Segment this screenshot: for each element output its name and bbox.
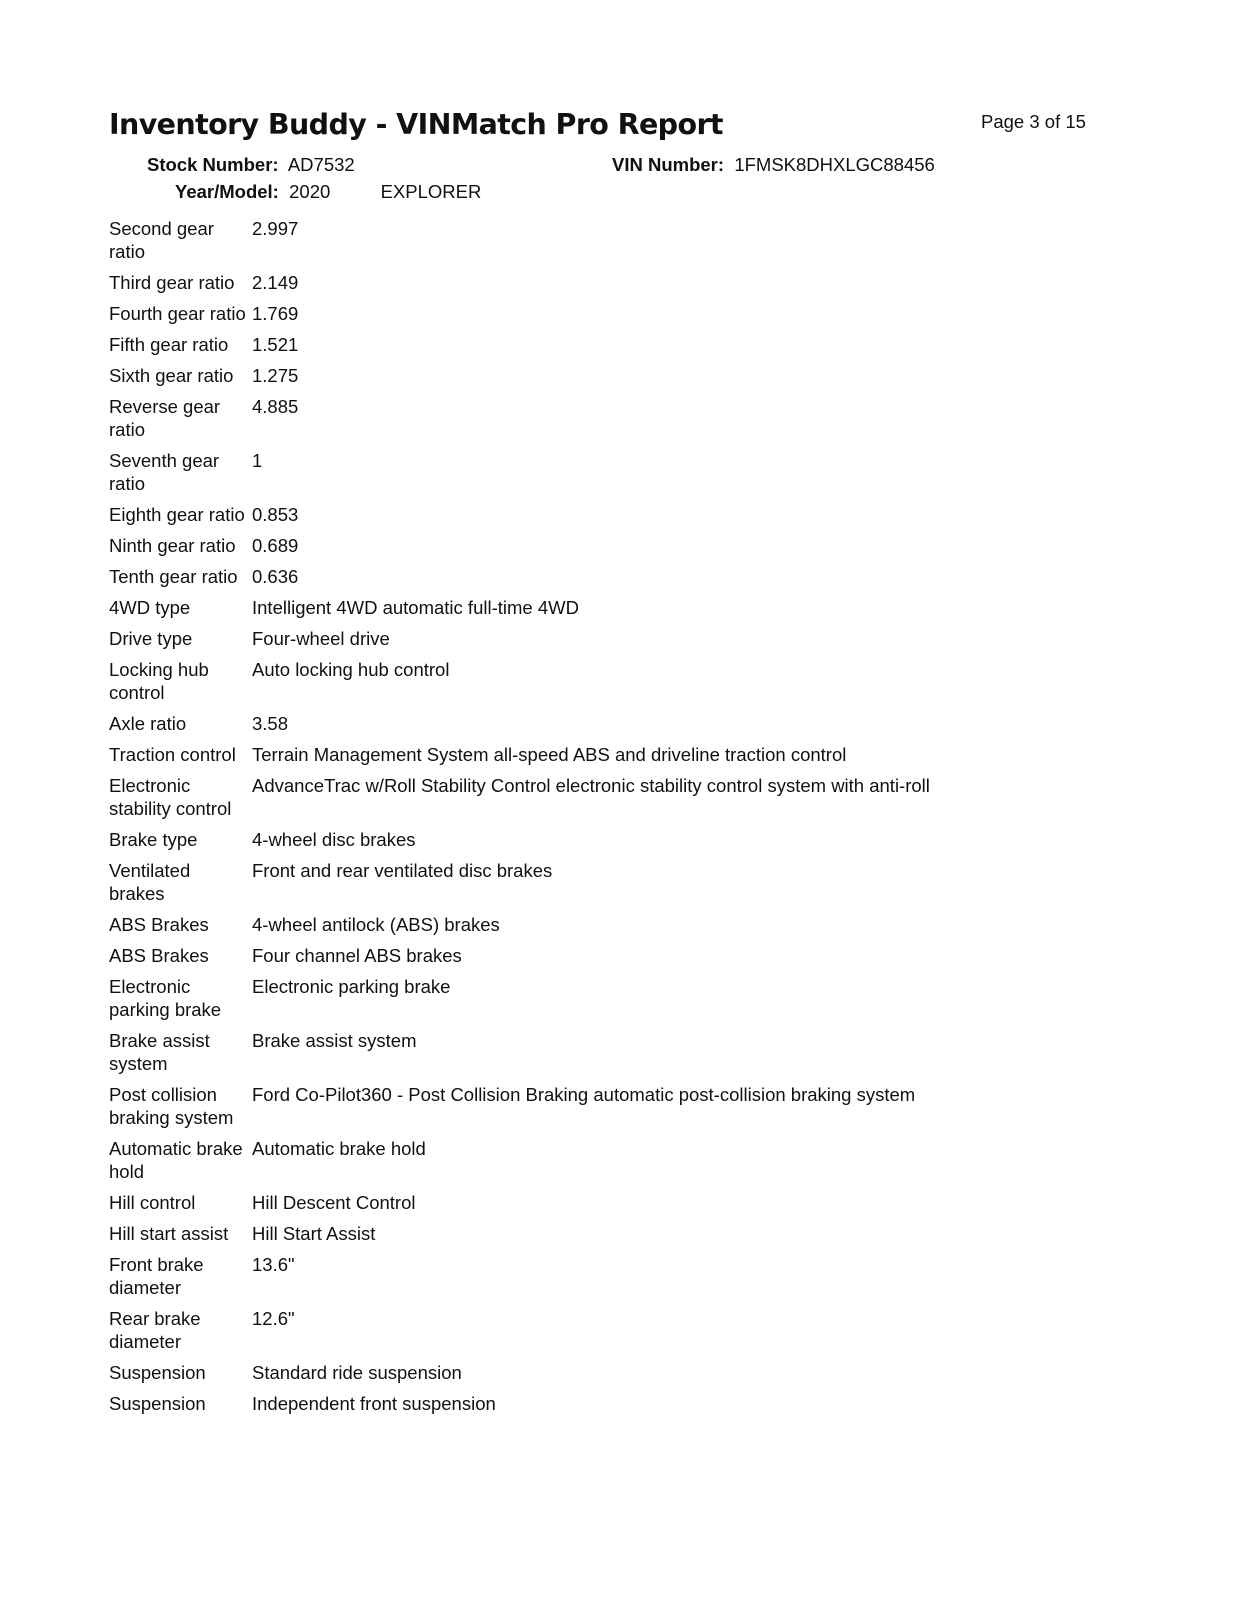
spec-label: Rear brake diameter bbox=[109, 1308, 201, 1352]
spec-row bbox=[107, 596, 932, 627]
spec-label: Post collision braking system bbox=[109, 1084, 234, 1128]
spec-row bbox=[107, 565, 932, 596]
spec-value: Intelligent 4WD automatic full-time 4WD bbox=[252, 597, 579, 618]
spec-row bbox=[107, 217, 932, 271]
spec-value: 13.6" bbox=[252, 1254, 295, 1275]
spec-label: Second gear ratio bbox=[109, 218, 214, 262]
spec-value: 1.769 bbox=[252, 303, 299, 324]
spec-value: 4-wheel antilock (ABS) brakes bbox=[252, 914, 500, 935]
spec-label: 4WD type bbox=[109, 597, 191, 618]
year-model-field bbox=[175, 181, 481, 203]
spec-row bbox=[107, 859, 932, 913]
stock-number-field bbox=[147, 154, 355, 176]
spec-row bbox=[107, 743, 932, 774]
spec-row bbox=[107, 534, 932, 565]
spec-label: Ninth gear ratio bbox=[109, 535, 236, 556]
spec-row bbox=[107, 333, 932, 364]
spec-row bbox=[107, 503, 932, 534]
spec-label: Brake assist system bbox=[109, 1030, 210, 1074]
spec-value: AdvanceTrac w/Roll Stability Control electronic stability control system with anti-roll bbox=[252, 775, 930, 796]
spec-label: Sixth gear ratio bbox=[109, 365, 234, 386]
spec-label: Locking hub control bbox=[109, 659, 209, 703]
spec-value: Independent front suspension bbox=[252, 1393, 496, 1414]
spec-row bbox=[107, 828, 932, 859]
spec-value: 1 bbox=[252, 450, 263, 471]
spec-label: Suspension bbox=[109, 1362, 206, 1383]
spec-row bbox=[107, 1029, 932, 1083]
spec-label: Traction control bbox=[109, 744, 236, 765]
spec-value: Standard ride suspension bbox=[252, 1362, 462, 1383]
spec-row bbox=[107, 1307, 932, 1361]
spec-value: Electronic parking brake bbox=[252, 976, 451, 997]
report-title: Inventory Buddy - VINMatch Pro Report bbox=[109, 108, 723, 141]
spec-label: Axle ratio bbox=[109, 713, 187, 734]
spec-value: Four channel ABS brakes bbox=[252, 945, 462, 966]
spec-value: 3.58 bbox=[252, 713, 289, 734]
model-value: EXPLORER bbox=[380, 181, 482, 202]
spec-value: 12.6" bbox=[252, 1308, 295, 1329]
spec-table bbox=[107, 217, 932, 1423]
spec-label: Fourth gear ratio bbox=[109, 303, 246, 324]
spec-label: ABS Brakes bbox=[109, 945, 209, 966]
stock-number-label: Stock Number: bbox=[147, 154, 279, 175]
spec-value: 0.689 bbox=[252, 535, 299, 556]
spec-value: Front and rear ventilated disc brakes bbox=[252, 860, 553, 881]
spec-row bbox=[107, 975, 932, 1029]
spec-label: Tenth gear ratio bbox=[109, 566, 238, 587]
spec-label: Seventh gear ratio bbox=[109, 450, 220, 494]
spec-value: 4-wheel disc brakes bbox=[252, 829, 416, 850]
year-value: 2020 bbox=[289, 181, 331, 202]
page-number: Page 3 of 15 bbox=[981, 111, 1086, 132]
spec-row bbox=[107, 913, 932, 944]
vin-number-label: VIN Number: bbox=[612, 154, 725, 175]
spec-row bbox=[107, 1361, 932, 1392]
spec-row bbox=[107, 271, 932, 302]
spec-row bbox=[107, 449, 932, 503]
spec-row bbox=[107, 712, 932, 743]
spec-row bbox=[107, 1191, 932, 1222]
spec-label: Drive type bbox=[109, 628, 193, 649]
spec-value: Hill Start Assist bbox=[252, 1223, 376, 1244]
spec-label: Brake type bbox=[109, 829, 198, 850]
spec-row bbox=[107, 1392, 932, 1423]
stock-number-value: AD7532 bbox=[287, 154, 355, 175]
spec-value: 1.275 bbox=[252, 365, 299, 386]
spec-value: Auto locking hub control bbox=[252, 659, 450, 680]
spec-row bbox=[107, 364, 932, 395]
spec-label: Electronic parking brake bbox=[109, 976, 222, 1020]
spec-label: Electronic stability control bbox=[109, 775, 232, 819]
spec-label: Suspension bbox=[109, 1393, 206, 1414]
vin-number-value: 1FMSK8DHXLGC88456 bbox=[734, 154, 935, 175]
spec-label: Automatic brake hold bbox=[109, 1138, 243, 1182]
spec-label: Fifth gear ratio bbox=[109, 334, 229, 355]
spec-value: Ford Co-Pilot360 - Post Collision Braking automatic post-collision braking system bbox=[252, 1084, 916, 1105]
spec-value: Automatic brake hold bbox=[252, 1138, 426, 1159]
spec-label: Eighth gear ratio bbox=[109, 504, 245, 525]
spec-label: Front brake diameter bbox=[109, 1254, 204, 1298]
spec-value: 4.885 bbox=[252, 396, 299, 417]
spec-row bbox=[107, 395, 932, 449]
spec-row bbox=[107, 302, 932, 333]
spec-value: Brake assist system bbox=[252, 1030, 417, 1051]
spec-value: Terrain Management System all-speed ABS and driveline traction control bbox=[252, 744, 847, 765]
spec-label: Third gear ratio bbox=[109, 272, 235, 293]
spec-value: Hill Descent Control bbox=[252, 1192, 416, 1213]
spec-value: 2.149 bbox=[252, 272, 299, 293]
spec-row bbox=[107, 1137, 932, 1191]
spec-value: 1.521 bbox=[252, 334, 299, 355]
spec-row bbox=[107, 774, 932, 828]
spec-value: Four-wheel drive bbox=[252, 628, 390, 649]
spec-label: Ventilated brakes bbox=[109, 860, 191, 904]
spec-value: 0.636 bbox=[252, 566, 299, 587]
spec-row bbox=[107, 944, 932, 975]
spec-label: Reverse gear ratio bbox=[109, 396, 221, 440]
spec-value: 2.997 bbox=[252, 218, 299, 239]
spec-row bbox=[107, 658, 932, 712]
vin-number-field bbox=[612, 154, 935, 176]
spec-row bbox=[107, 1253, 932, 1307]
spec-label: Hill control bbox=[109, 1192, 196, 1213]
spec-row bbox=[107, 1222, 932, 1253]
spec-row bbox=[107, 627, 932, 658]
spec-row bbox=[107, 1083, 932, 1137]
year-model-label: Year/Model: bbox=[175, 181, 279, 202]
spec-value: 0.853 bbox=[252, 504, 299, 525]
spec-label: Hill start assist bbox=[109, 1223, 229, 1244]
spec-label: ABS Brakes bbox=[109, 914, 209, 935]
